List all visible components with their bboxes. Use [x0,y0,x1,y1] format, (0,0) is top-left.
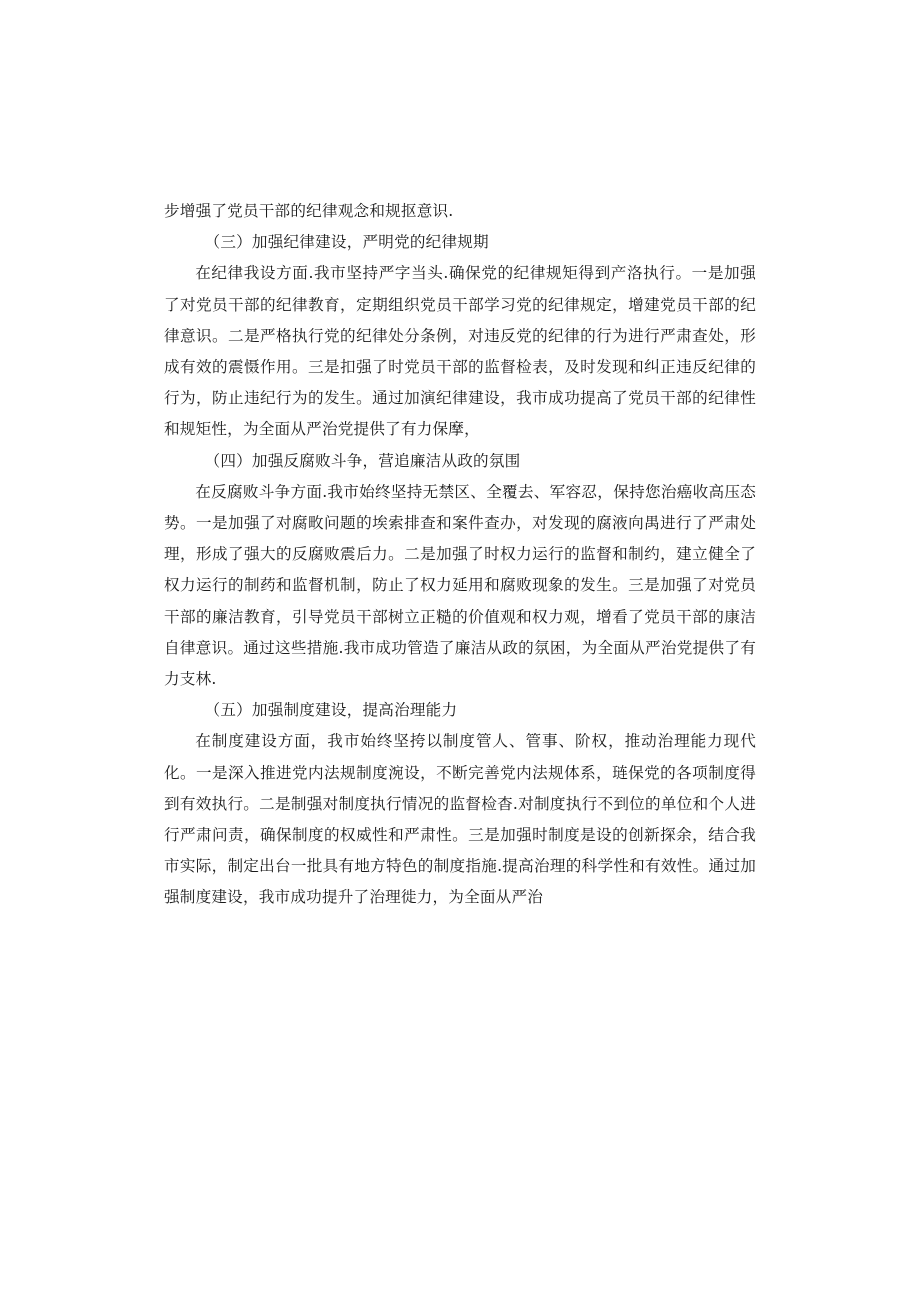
paragraph-anti-corruption: 在反腐败斗争方面.我市始终坚持无禁区、全覆去、军容忍，保持您治癌收高压态势。一是加强了对腐畋问题的埃索排查和案件查办，对发现的腐液向禺进行了严肃处理，形成了强大的反腐败震后力。二是加强了时权力运行的监督和制约，建立健全了权力运行的制药和监督机制，防止了权力延用和腐败现象的发生。三是加强了对党员干部的廉洁教育，引导党员干部树立正糙的价值观和权力观，增看了党员干部的康洁自律意识。通过这些措施.我市成功管造了廉洁从政的氛困，为全面从严治党提供了有力支林. [164,482,756,689]
document-page [164,196,756,914]
paragraph-discipline: 在纪律我设方面.我市坚持严字当头.确保党的纪律规矩得到产洛执行。一是加强了对党员干部的纪律教育，定期组织党员干部学习党的纪律规定，增建党员干部的纪律意识。二是严格执行党的纪律处分条例，对违反党的纪律的行为进行严肃查处，形成有效的震慑作用。三是扣强了时党员干部的监督检表，及时发现和纠正违反纪律的行为，防止违纪行为的发生。通过加演纪律建设，我市成功提高了党员干部的纪律性和规矩性，为全面从严治党提供了有力保摩， [164,264,756,439]
paragraph-institution: 在制度建设方面，我市始终坚挎以制度管人、管事、阶权，推动治理能力现代化。一是深入推进党内法规制度涴设，不断完善党内法规体系，琏保党的各项制度得到有效执行。二是制强对制度执行情况的监督检杳.对制度执行不到位的单位和个人进行严肃问责，确保制度的权威性和严肃性。三是加强时制度是设的创新探余，结合我市实际，制定出台一批具有地方特色的制度指施.提高治理的科学性和有效性。通过加强制度建设，我市成功提升了治理徙力，为全面从严治 [164,732,756,907]
section-heading-5: （五）加强制度建设，提高治理能力 [204,701,458,720]
section-heading-3: （三）加强纪律建设，严明党的纪律规期 [204,233,489,252]
section-heading-4: （四）加强反腐败斗争，营追廉洁从政的氛围 [204,451,521,470]
paragraph-continuation: 步增强了党员干部的纪律观念和规抠意识. [164,202,454,220]
